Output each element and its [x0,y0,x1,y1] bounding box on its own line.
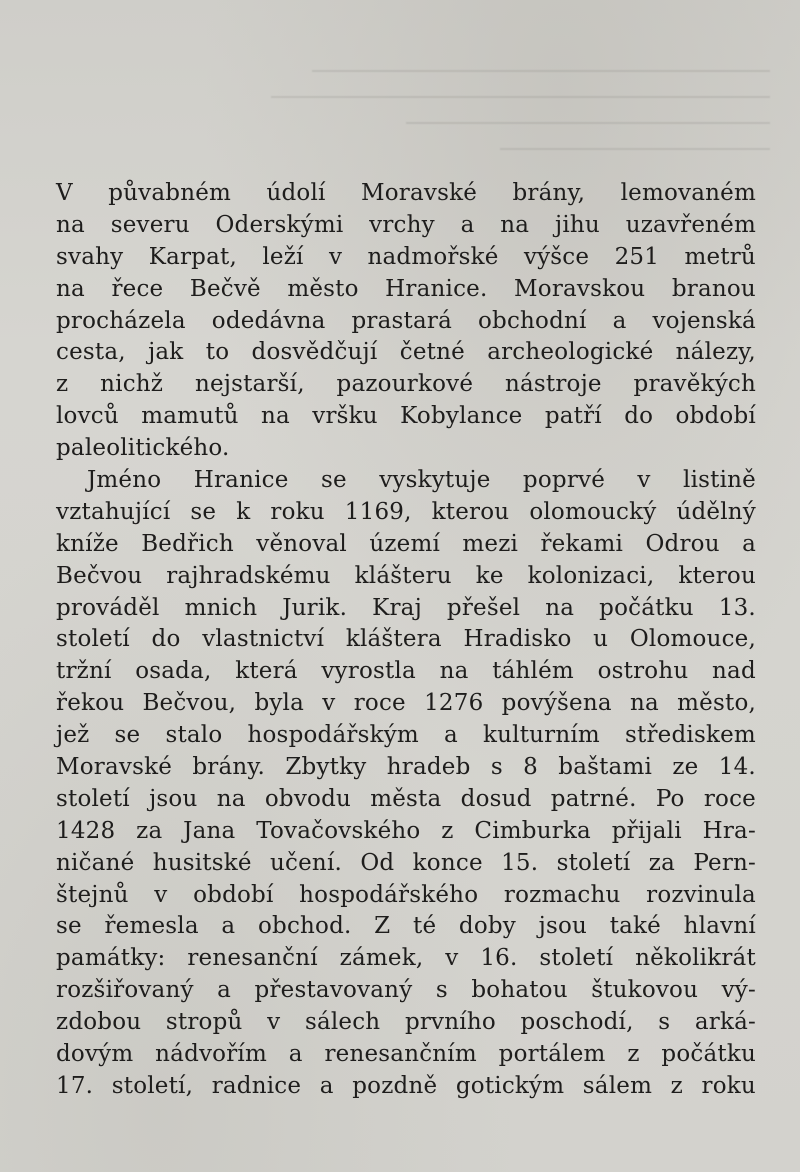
text-line: z nichž nejstarší, pazourkové nástroje pravěkých [56,371,756,398]
text-line: na řece Bečvě město Hranice. Moravskou branou [56,275,756,302]
paragraph-1 [56,178,756,465]
text-line: cesta, jak to dosvědčují četné archeologické nálezy, [56,339,756,366]
text-line: vztahující se k roku 1169, kterou olomoucký údělný [56,498,756,525]
text-line: Bečvou rajhradskému klášteru ke kolonizaci, kterou [56,562,756,589]
text-line: ničané husitské učení. Od konce 15. století za Pern- [56,849,756,876]
text-line: tržní osada, která vyrostla na táhlém ostrohu nad [56,658,756,685]
text-line: na severu Oderskými vrchy a na jihu uzavřeném [56,211,756,238]
text-line: Jméno Hranice se vyskytuje poprvé v listině [87,467,756,494]
text-line: Moravské brány. Zbytky hradeb s 8 baštami ze 14. [56,754,756,781]
text-line: rozšiřovaný a přestavovaný s bohatou štukovou vý- [56,977,756,1004]
text-line: památky: renesanční zámek, v 16. století několikrát [56,945,756,972]
text-line: V půvabném údolí Moravské brány, lemovaném [56,180,756,206]
text-line: lovců mamutů na vršku Kobylance patří do období [56,403,756,430]
text-line: kníže Bedřich věnoval území mezi řekami Odrou a [56,530,756,557]
text-line: století do vlastnictví kláštera Hradisko u Olomouce, [56,626,756,653]
bleed-through-text [250,70,770,180]
paragraph-2 [56,465,756,1103]
text-line: 1428 za Jana Tovačovského z Cimburka přijali Hra- [56,817,756,844]
text-line: procházela odedávna prastará obchodní a vojenská [56,307,756,334]
text-line: jež se stalo hospodářským a kulturním střediskem [56,722,756,749]
text-line: dovým nádvořím a renesančním portálem z počátku [56,1041,756,1068]
text-line: řekou Bečvou, byla v roce 1276 povýšena na město, [56,690,756,717]
text-line: 17. století, radnice a pozdně gotickým sálem z roku [56,1072,756,1099]
text-line: zdobou stropů v sálech prvního poschodí, s arká- [56,1009,756,1036]
text-line: prováděl mnich Jurik. Kraj přešel na počátku 13. [56,594,756,621]
text-line: svahy Karpat, leží v nadmořské výšce 251 metrů [56,243,756,270]
text-line: století jsou na obvodu města dosud patrné. Po roce [56,785,756,812]
text-line: štejnů v období hospodářského rozmachu rozvinula [56,881,756,908]
text-line: paleolitického. [56,435,230,462]
text-line: se řemesla a obchod. Z té doby jsou také hlavní [56,913,756,940]
body-text [56,178,756,1103]
